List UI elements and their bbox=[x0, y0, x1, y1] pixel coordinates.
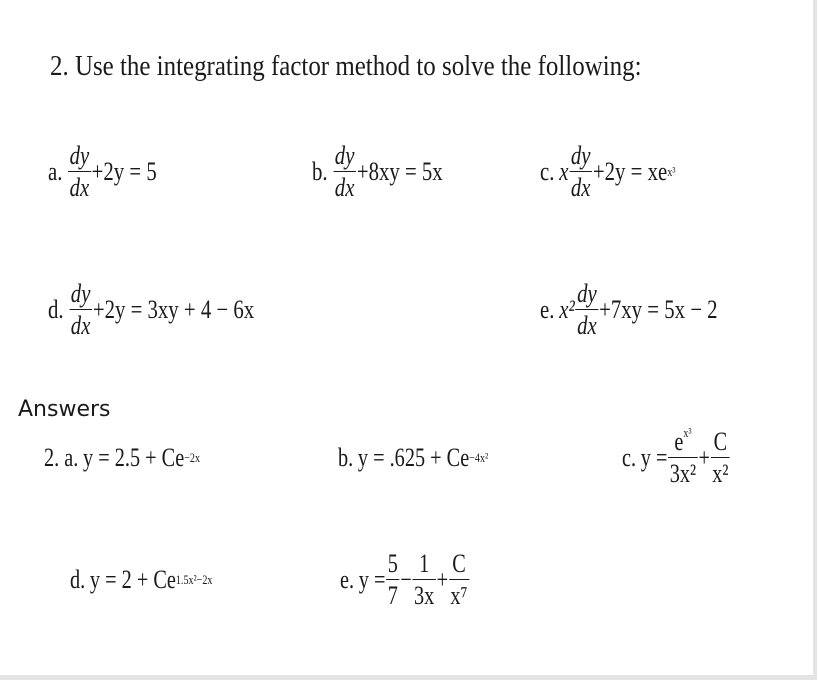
problem-c: c. x $\frac{dy}{dx}$ +2y = xe x³ bbox=[540, 141, 676, 202]
problem-a-rest: +2y = 5 bbox=[91, 157, 157, 186]
answer-e-f3-num: C bbox=[452, 549, 466, 578]
answer-e-f3-den: x⁷ bbox=[450, 581, 468, 610]
problem-c-derivative bbox=[569, 143, 592, 201]
answer-d-label: d. bbox=[70, 565, 86, 594]
answer-e-fraction-1 bbox=[386, 551, 399, 609]
answers-label: Answers bbox=[18, 397, 111, 422]
problem-d-num: dy bbox=[70, 279, 91, 308]
answer-d: d. y = 2 + Ce 1.5x²−2x bbox=[70, 565, 213, 594]
answer-c-fraction-2 bbox=[711, 429, 730, 487]
answer-e-f2-den: 3x bbox=[414, 581, 435, 610]
problem-d-den: dx bbox=[70, 311, 91, 340]
answer-c-label: c. bbox=[622, 443, 637, 472]
answer-d-expr: y = 2 + Ce bbox=[89, 565, 176, 594]
answer-e-op1: − bbox=[400, 565, 412, 594]
problem-e-lead: x² bbox=[559, 295, 575, 324]
problem-c-den: dx bbox=[570, 173, 591, 202]
problem-b-rest: +8xy = 5x bbox=[356, 157, 443, 186]
answer-c bbox=[622, 418, 731, 498]
answer-a-label: 2. a. bbox=[44, 443, 79, 472]
answer-c-f1-num-base: e bbox=[674, 427, 684, 456]
answer-b: b. y = .625 + Ce −4x² bbox=[338, 443, 489, 472]
answer-c-f2-den: x² bbox=[712, 459, 729, 488]
problem-b-num: dy bbox=[334, 141, 355, 170]
answer-c-fraction-1 bbox=[668, 425, 697, 488]
problem-c-lead: x bbox=[559, 157, 569, 186]
problem-b-label: b. bbox=[312, 157, 328, 186]
problem-e-rest: +7xy = 5x − 2 bbox=[599, 295, 718, 324]
answer-c-op: + bbox=[698, 443, 710, 472]
problem-e-den: dx bbox=[577, 311, 597, 340]
answer-e-f2-num: 1 bbox=[419, 549, 430, 578]
problem-b-derivative bbox=[333, 143, 356, 201]
problem-c-label: c. bbox=[540, 157, 555, 186]
problem-a-derivative bbox=[68, 143, 91, 201]
problem-d bbox=[48, 270, 254, 350]
answer-e-fraction-2 bbox=[412, 551, 435, 609]
problem-c-num: dy bbox=[570, 141, 591, 170]
answer-b-label: b. bbox=[338, 443, 354, 472]
problem-a-num: dy bbox=[69, 141, 90, 170]
answer-b-expr: y = .625 + Ce bbox=[357, 443, 470, 472]
answer-e-op2: + bbox=[436, 565, 449, 594]
problem-b bbox=[312, 132, 443, 212]
problem-a-label: a. bbox=[48, 157, 63, 186]
answer-e-f1-den: 7 bbox=[387, 581, 398, 610]
answer-e-lhs: y = bbox=[358, 565, 386, 594]
problem-e bbox=[540, 270, 718, 350]
problem-d-derivative bbox=[69, 281, 92, 339]
answer-e bbox=[340, 540, 470, 620]
problem-a-den: dx bbox=[69, 173, 90, 202]
answer-c-f1-den: 3x² bbox=[669, 459, 697, 488]
answer-e-label: e. bbox=[340, 565, 355, 594]
problem-heading: 2. Use the integrating factor method to solve the following: bbox=[50, 50, 642, 82]
answer-c-f1-num-exp: x³ bbox=[683, 425, 692, 440]
answer-c-f2-num: C bbox=[713, 427, 728, 456]
answer-e-fraction-3 bbox=[449, 551, 469, 609]
problem-e-num: dy bbox=[577, 279, 597, 308]
answer-c-f1-num bbox=[673, 425, 693, 457]
problem-b-den: dx bbox=[334, 173, 355, 202]
answer-a-expr: y = 2.5 + Ce bbox=[83, 443, 185, 472]
problem-d-rest: +2y = 3xy + 4 − 6x bbox=[92, 295, 255, 324]
problem-e-derivative bbox=[576, 281, 599, 339]
answer-e-f1-num: 5 bbox=[387, 549, 398, 578]
problem-e-label: e. bbox=[540, 295, 555, 324]
problem-d-label: d. bbox=[48, 295, 64, 324]
answer-c-lhs: y = bbox=[640, 443, 668, 472]
problem-c-rest: +2y = xe bbox=[592, 157, 668, 186]
problem-a bbox=[48, 132, 157, 212]
answer-a: 2. a. y = 2.5 + Ce −2x bbox=[44, 443, 201, 472]
